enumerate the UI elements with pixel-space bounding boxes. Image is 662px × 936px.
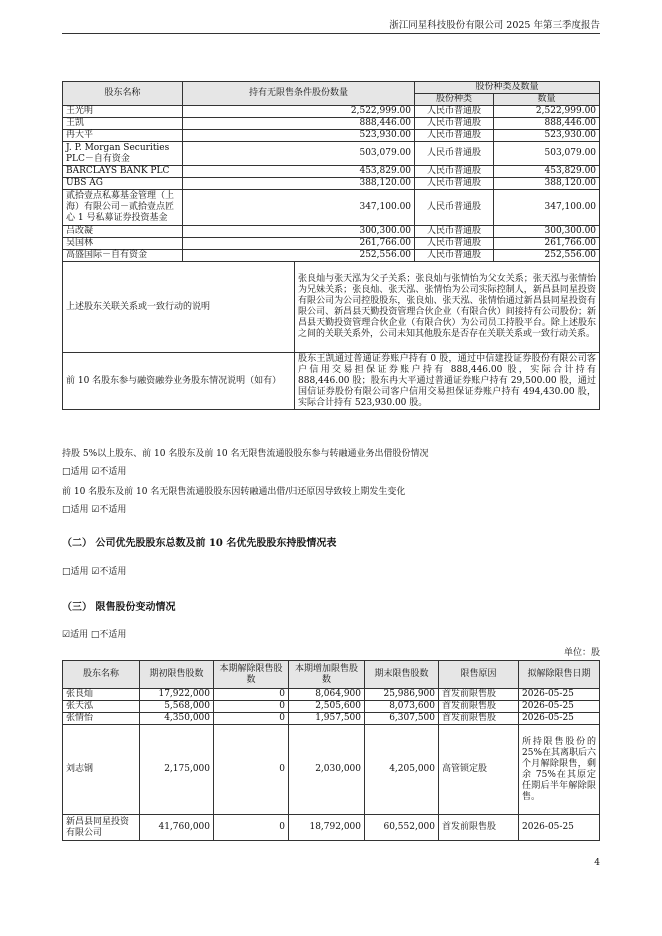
relation-row — [63, 262, 600, 353]
note-change: 前 10 名股东及前 10 名无限售流通股股东因转融通出借/归还原因导致较上期发生变化 — [62, 487, 406, 497]
top-shareholders-table — [62, 81, 600, 410]
col-header-begin: 期初限售股数 — [140, 661, 214, 689]
unit-label: 单位：股 — [563, 648, 600, 658]
col-header-date: 拟解除限售日期 — [519, 661, 600, 689]
table-row: 王凯 888,446.00 人民币普通股 888,446.00 — [63, 118, 600, 130]
table-row: J. P. Morgan Securities PLC－自有资金 503,079.00 人民币普通股 503,079.00 — [63, 142, 600, 166]
table-row: 高盛国际－自有资金 252,556.00 人民币普通股 252,556.00 — [63, 250, 600, 262]
col-header-released: 本期解除限售股数 — [214, 661, 289, 689]
section-restricted-title: （三） 限售股份变动情况 — [62, 602, 176, 613]
page-number: 4 — [594, 858, 600, 868]
table-row: 新昌县同星投资有限公司 41,760,000 0 18,792,000 60,552,000 首发前限售股 2026-05-25 — [63, 815, 600, 841]
table-row: 贰拾壹点私募基金管理（上海）有限公司－贰拾壹点匠心 1 号私募证券投资基金 347,100.00 人民币普通股 347,100.00 — [63, 190, 600, 226]
table-row: 张良灿 17,922,000 0 8,064,900 25,986,900 首发前限售股 2026-05-25 — [63, 689, 600, 701]
col-header-qty: 持有无限售条件股份数量 — [183, 82, 415, 106]
table-row: UBS AG 388,120.00 人民币普通股 388,120.00 — [63, 178, 600, 190]
table-row: 张情怡 4,350,000 0 1,957,500 6,307,500 首发前限售股 2026-05-25 — [63, 713, 600, 725]
table-row: BARCLAYS BANK PLC 453,829.00 人民币普通股 453,829.00 — [63, 166, 600, 178]
relation-text: 张良灿与张天泓为父子关系；张良灿与张情怡为父女关系；张天泓与张情怡为兄妹关系；张良灿、张天泓、张情怡为公司实际控制人，新昌县同星投资有限公司为公司控股股东，张良灿、张天泓、张情怡通过新昌县同星投资有限公司、新昌县天勤投资管理合伙企业（有限合伙）间接持有公司股份；新昌县天勤投资管理合伙企业（有限合伙）为公司员工持股平台。除上述股东之间的关联关系外，公司未知其他股东是否存在关联关系或一致行动关系。 — [295, 262, 600, 353]
table-row: 王光明 2,522,999.00 人民币普通股 2,522,999.00 — [63, 106, 600, 118]
table-row: 刘志钢 2,175,000 0 2,030,000 4,205,000 高管锁定股 所持限售股份的 25%在其离职后六个月解除限售，剩余 75%在其原定任期后半年解除限售。 — [63, 725, 600, 815]
section-preferred-title: （二） 公司优先股股东总数及前 10 名优先股股东持股情况表 — [62, 538, 337, 549]
margin-label: 前 10 名股东参与融资融券业务股东情况说明（如有） — [63, 353, 295, 410]
table-row: 吴国林 261,766.00 人民币普通股 261,766.00 — [63, 238, 600, 250]
header-rule — [62, 33, 600, 34]
col-header-end: 期末限售股数 — [365, 661, 439, 689]
restricted-shares-table — [62, 660, 600, 841]
col-header-reason: 限售原因 — [439, 661, 519, 689]
col-header-type-group: 股份种类及数量 — [415, 82, 600, 94]
margin-row — [63, 353, 600, 410]
margin-text: 股东王凯通过普通证券账户持有 0 股，通过中信建投证券股份有限公司客户信用交易担保证券账户持有 888,446.00 股，实际合计持有 888,446.00 股；股东冉大平通过普通证券账户持有 29,500.00 股，通过国信证券股份有限公司客户信用交易担保证券账户持有 494,430.00 股，实际合计持有 523,930.00 股。 — [295, 353, 600, 410]
relation-label: 上述股东关联关系或一致行动的说明 — [63, 262, 295, 353]
page-header: 浙江同星科技股份有限公司 2025 年第三季度报告 — [389, 20, 600, 31]
table-row: 吕改凝 300,300.00 人民币普通股 300,300.00 — [63, 226, 600, 238]
col-header-added: 本期增加限售股数 — [289, 661, 365, 689]
table-row: 张天泓 5,568,000 0 2,505,600 8,073,600 首发前限售股 2026-05-25 — [63, 701, 600, 713]
note-change-option: □适用 ☑不适用 — [62, 505, 127, 515]
col-header-num: 数量 — [494, 94, 600, 106]
note-lending-option: □适用 ☑不适用 — [62, 467, 127, 477]
note-lending: 持股 5%以上股东、前 10 名股东及前 10 名无限售流通股股东参与转融通业务出借股份情况 — [62, 449, 429, 459]
table-row: 冉大平 523,930.00 人民币普通股 523,930.00 — [63, 130, 600, 142]
col-header-name: 股东名称 — [63, 82, 183, 106]
section-preferred-option: □适用 ☑不适用 — [62, 567, 127, 577]
section-restricted-option: ☑适用 □不适用 — [62, 630, 127, 640]
col-header-holder: 股东名称 — [63, 661, 140, 689]
col-header-type: 股份种类 — [415, 94, 494, 106]
